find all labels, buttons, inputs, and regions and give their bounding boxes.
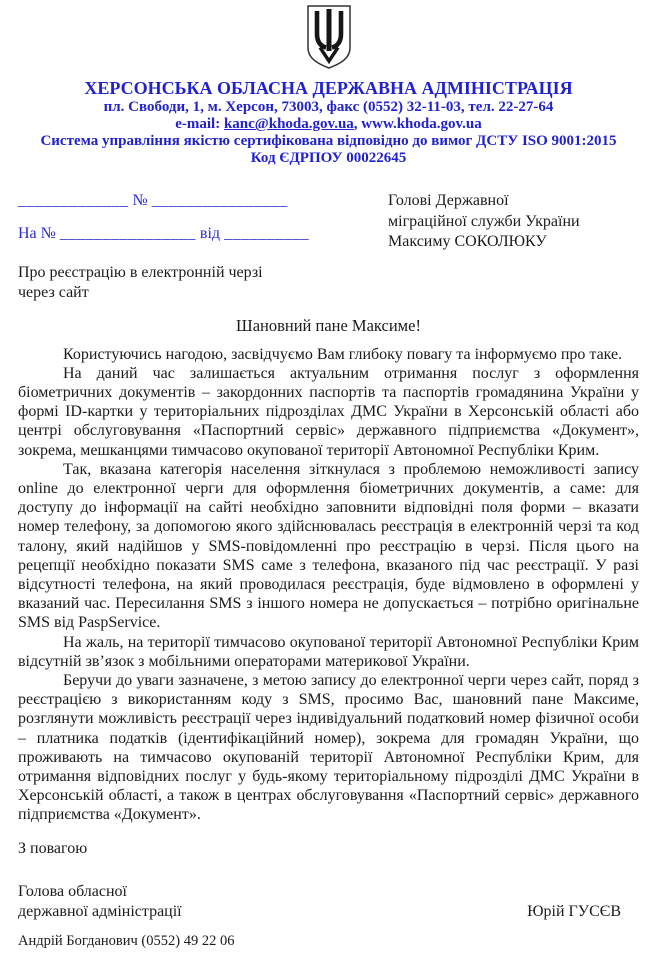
reference-line-2 [18, 224, 388, 244]
executor-line: Андрій Богданович (0552) 49 22 06 [18, 932, 235, 949]
address-line: пл. Свободи, 1, м. Херсон, 73003, факс (0552) 32-11-03, тел. 22-27-64 [103, 99, 554, 115]
ref-blank-field: ________________ [59, 225, 196, 242]
recipient-line: Голові Державної [388, 192, 509, 209]
subject-block [18, 263, 639, 303]
website-text: www.khoda.gov.ua [361, 116, 482, 132]
body-paragraph: На жаль, на території тимчасово окупованої території Автономної Республіки Крим відсутній зв’язок з мобільними операторами материкової України. [18, 633, 639, 670]
signer-name: Юрій ГУСЄВ [527, 903, 621, 921]
body-paragraph: Користуючись нагодою, засвідчуємо Вам глибоку повагу та інформуємо про таке. [63, 345, 623, 363]
email-label: e-mail: [175, 116, 224, 132]
closing: З повагою [18, 839, 88, 857]
body-paragraph: На даний час залишається актуальним отримання послуг з оформлення біометричних документів – закордонних паспортів та паспортів громадянина України у формі ID-картки у територіальних підрозділах ДМС України в Херсонській області або центрі обслуговування «Паспортний сервіс» державного підприємства «Документ», зокрема, мешканцями тимчасово окупованої території Автономної Республіки Крим. [18, 364, 639, 459]
ref-no-symbol: № [132, 192, 148, 209]
recipient-line: міграційної служби України [388, 212, 580, 230]
email-separator: , [353, 116, 362, 132]
ref-na-no-label: На № [18, 225, 56, 242]
ref-vid-label: від [199, 225, 221, 242]
subject-line-2: через сайт [18, 283, 89, 301]
org-name-title: ХЕРСОНСЬКА ОБЛАСНА ДЕРЖАВНА АДМІНІСТРАЦІЯ [84, 78, 573, 98]
recipient-block [388, 191, 580, 253]
email-line [18, 116, 639, 133]
reference-block [18, 191, 388, 253]
letter-body [18, 345, 639, 825]
ref-blank-field: ________________ [151, 192, 288, 209]
reference-line-1 [18, 191, 388, 211]
subject-line-1: Про реєстрацію в електронній черзі [18, 263, 263, 281]
signer-position-line: державної адміністрації [18, 903, 182, 921]
signer-position [18, 882, 182, 923]
edrpou-line: Код ЄДРПОУ 00022645 [250, 150, 407, 166]
salutation: Шановний пане Максиме! [236, 315, 421, 335]
signer-position-line: Голова обласної [18, 882, 127, 900]
certification-line: Система управління якістю сертифікована відповідно до вимог ДСТУ ISO 9001:2015 [40, 133, 617, 149]
recipient-line: Максиму СОКОЛЮКУ [388, 233, 547, 250]
ref-blank-field: _____________ [18, 192, 129, 209]
reference-recipient-row [18, 191, 639, 253]
ref-blank-field: __________ [224, 225, 310, 242]
body-paragraph: Беручи до уваги зазначене, з метою запису до електронної черги через сайт, поряд з реєстрацією з використанням коду з SMS, просимо Вас, шановний пане Максиме, розглянути можливість реєстрації через індивідуальний податковий номер фізичної особи – платника податків (ідентифікаційний номер), зокрема для громадян України, що проживають на тимчасово окупованій території Автономної Республіки Крим, для отримання відповідних послуг у будь-якому територіальному підрозділі ДМС України в Херсонській області, а також в центрах обслуговування «Паспортний сервіс» державного підприємства «Документ». [18, 671, 639, 824]
signature-row [18, 882, 639, 923]
body-paragraph: Так, вказана категорія населення зіткнулася з проблемою неможливості запису online до електронної черги для оформлення біометричних документів, а саме: для доступу до інформації на сайті необхідно заповнити відповідні поля форми – вказати номер телефону, за допомогою якого здійснювалась реєстрація в електронній черзі та код талону, який надійшов у SMS-повідомленні про реєстрацію в черзі. Після цього на рецепції необхідно показати SMS саме з телефона, вказаного під час реєстрації. У разі відсутності телефона, на який проводилася реєстрація, буде відмовлено в оформлені у вказаний час. Пересилання SMS з іншого номера не допускається – потрібно оригінальне SMS від PaspService. [18, 460, 639, 632]
email-link[interactable]: kanc@khoda.gov.ua [223, 116, 354, 132]
ukraine-trident-icon [305, 4, 353, 70]
